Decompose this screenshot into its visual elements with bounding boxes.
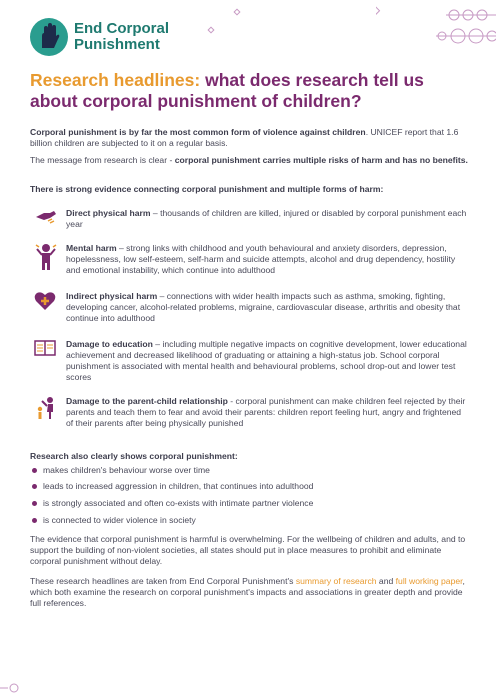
harm-item (34, 243, 470, 276)
intro-text-2: The message from research is clear - (30, 155, 175, 165)
title-highlight: Research headlines: (30, 70, 201, 90)
harm-title: Damage to the parent-child relationship (66, 396, 228, 406)
decorative-circles-icon (376, 0, 496, 60)
logo-line1: End Corporal (74, 20, 170, 37)
harm-title: Damage to education (66, 339, 153, 349)
bullet-icon (32, 468, 37, 473)
bullet-icon (32, 501, 37, 506)
harm-item (34, 291, 470, 324)
list-item-text: is connected to wider violence in society (43, 515, 196, 525)
harm-item (34, 208, 470, 230)
bullet-icon (32, 518, 37, 523)
summary-of-research-link[interactable]: summary of research (295, 576, 377, 586)
list-item-text: is strongly associated and often co-exists with intimate partner violence (43, 498, 314, 508)
harm-text: – thousands of children are killed, injured or disabled by corporal punishment each year (66, 208, 467, 229)
logo-line2: Punishment (74, 36, 160, 53)
list-item (32, 498, 462, 509)
title-rest: what does research tell us about corporal punishment of children? (30, 70, 424, 111)
intro-paragraph-3 (30, 184, 470, 195)
logo-text (74, 21, 169, 53)
footer-text-2: and (376, 576, 396, 586)
harm-title: Mental harm (66, 243, 117, 253)
book-icon (34, 339, 58, 361)
diamond-icon (232, 7, 242, 17)
research-intro (30, 451, 470, 462)
page-title (30, 70, 470, 112)
list-item (32, 481, 462, 492)
harm-text: – including multiple negative impacts on cognitive development, lower educational achievement and decreased likelihood of graduating or attaining a high-status job. School corporal punishment is associated with mental health and behavioural problems, school drop-out and lower test scores (66, 339, 467, 382)
footer-text-3: , which both examine the research on corporal punishment's impacts and associations in greater depth and provide full references. (30, 576, 465, 608)
list-item-text: leads to increased aggression in children, that continues into adulthood (43, 481, 314, 491)
harm-text: - corporal punishment can make children feel rejected by their parents and teach them to fear and avoid their parents: children report feeling hurt, angry and frightened of their parents after being physically punished (66, 396, 466, 428)
decorative-corner-icon (0, 678, 30, 695)
parent-child-icon (34, 396, 58, 418)
harm-item (34, 396, 470, 429)
list-item (32, 465, 462, 476)
bullet-icon (32, 484, 37, 489)
footer-paragraph (30, 576, 470, 609)
full-working-paper-link[interactable]: full working paper (395, 576, 463, 586)
intro-bold-3: There is strong evidence connecting corporal punishment and multiple forms of harm: (30, 184, 384, 194)
harm-item (34, 339, 470, 383)
hand-logo-icon (30, 18, 68, 56)
list-item-text: makes children's behaviour worse over time (43, 465, 210, 475)
intro-text-1: . UNICEF report that 1.6 billion children are subjected to it on a regular basis. (30, 127, 459, 148)
heart-cross-icon (34, 291, 58, 313)
hand-strike-icon (34, 208, 58, 230)
research-intro-text: Research also clearly shows corporal punishment: (30, 451, 238, 461)
diamond-icon (206, 25, 216, 35)
intro-paragraph-1 (30, 127, 470, 149)
intro-bold-2: corporal punishment carries multiple risks of harm and has no benefits. (174, 155, 468, 165)
harm-title: Direct physical harm (66, 208, 151, 218)
list-item (32, 515, 462, 526)
harm-title: Indirect physical harm (66, 291, 158, 301)
intro-bold-1: Corporal punishment is by far the most common form of violence against children (30, 127, 366, 137)
conclusion-paragraph: The evidence that corporal punishment is harmful is overwhelming. For the wellbeing of children and adults, and to support the building of non-violent societies, all states should put in place measures to prohibit and eliminate corporal punishment without delay. (30, 534, 466, 566)
footer-text-1: These research headlines are taken from End Corporal Punishment's (30, 576, 296, 586)
harm-text: – connections with wider health impacts such as asthma, smoking, fighting, developing cancer, alcohol-related problems, migraine, cardiovascular disease, arthritis and obesity that continue into adulthood (66, 291, 461, 323)
person-distress-icon (34, 243, 58, 265)
intro-paragraph-2 (30, 155, 470, 166)
logo (30, 18, 169, 56)
harm-text: – strong links with childhood and youth behavioural and anxiety disorders, depression, hopelessness, low self-esteem, self-harm and suicide attempts, alcohol and drug dependency, hostility and emotional instability, which continue into adulthood (66, 243, 456, 275)
